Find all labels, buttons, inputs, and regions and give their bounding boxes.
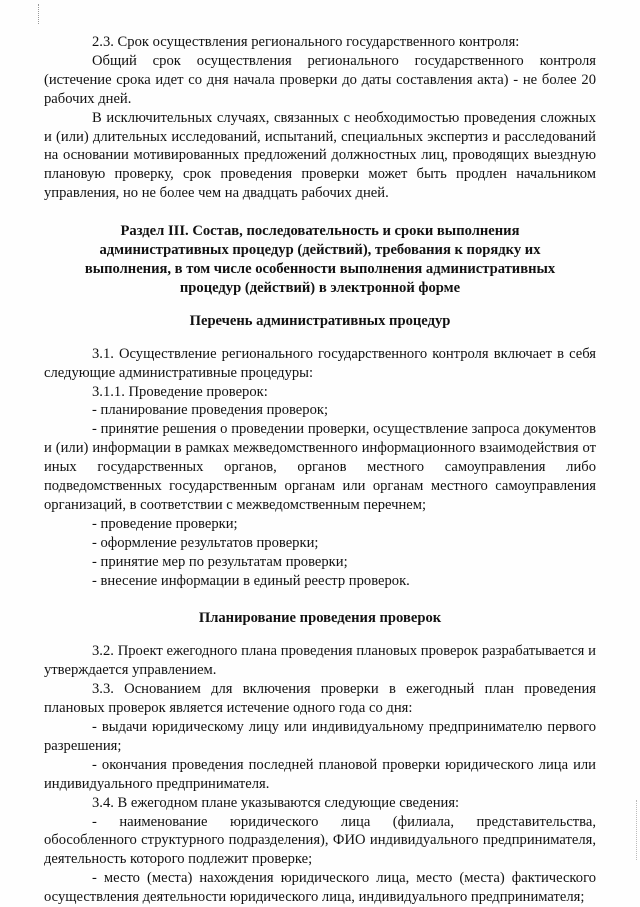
paragraph-general-term: Общий срок осуществления регионального государственного контроля (истечение срока идет со дня начала проверки до даты составления акта) - не более 20 рабочих дней.	[44, 52, 596, 107]
paragraph-2-3: 2.3. Срок осуществления регионального государственного контроля:	[92, 34, 520, 50]
list-item: - планирование проведения проверок;	[92, 402, 329, 419]
scan-edge	[636, 800, 638, 860]
list-item: - проведение проверки;	[92, 515, 238, 532]
paragraph-3-1-1: 3.1.1. Проведение проверок:	[92, 383, 268, 400]
paragraph-3-2: 3.2. Проект ежегодного плана проведения плановых проверок разрабатывается и утверждается управлением.	[44, 643, 596, 679]
list-item: - принятие мер по результатам проверки;	[92, 553, 348, 570]
list-item: - выдачи юридическому лицу или индивидуальному предпринимателю первого разрешения;	[44, 719, 596, 754]
list-item: - окончания проведения последней плановой проверки юридического лица или индивидуального предпринимателя.	[44, 756, 596, 792]
paragraph-exceptional-cases: В исключительных случаях, связанных с необходимостью проведения сложных и (или) длительных исследований, испытаний, специальных экспертиз и расследований на основании мотивированных предложений должностных лиц, проводящих выездную плановую проверку, срок проведения проверки может быть продлен начальником управления, но не более чем на двадцать рабочих дней.	[44, 109, 596, 202]
list-item: - место (места) нахождения юридического лица, место (места) фактического осуществления деятельности юридического лица, индивидуального предпринимателя;	[44, 870, 596, 906]
list-item: - оформление результатов проверки;	[92, 534, 319, 551]
subtitle-planning: Планирование проведения проверок	[198, 610, 442, 627]
list-item: - внесение информации в единый реестр проверок.	[92, 572, 410, 589]
paragraph-3-4: 3.4. В ежегодном плане указываются следующие сведения:	[92, 794, 460, 811]
section-title: Раздел III. Состав, последовательность и сроки выполнения административных процедур (действий), требования к порядку их выполнения, в том числе особенности выполнения административных процедур (действий) в электронной форме	[84, 223, 556, 296]
paragraph-3-3: 3.3. Основанием для включения проверки в ежегодный план проведения плановых проверок является истечение одного года со дня:	[44, 681, 596, 717]
scan-artifact	[38, 4, 41, 24]
subtitle-procedures-list: Перечень административных процедур	[189, 312, 451, 329]
paragraph-3-1: 3.1. Осуществление регионального государственного контроля включает в себя следующие административные процедуры:	[44, 345, 596, 381]
list-item: - наименование юридического лица (филиала, представительства, обособленного структурного подразделения), ФИО индивидуального предпринимателя, деятельность которого подлежит проверке;	[44, 813, 596, 868]
list-item: - принятие решения о проведении проверки, осуществление запроса документов и (или) информации в рамках межведомственного информационного взаимодействия от иных государственных органов, органов местного самоуправления либо подведомственных государственным органам или органам местного самоуправления организаций, в соответствии с межведомственным перечнем;	[44, 421, 596, 513]
